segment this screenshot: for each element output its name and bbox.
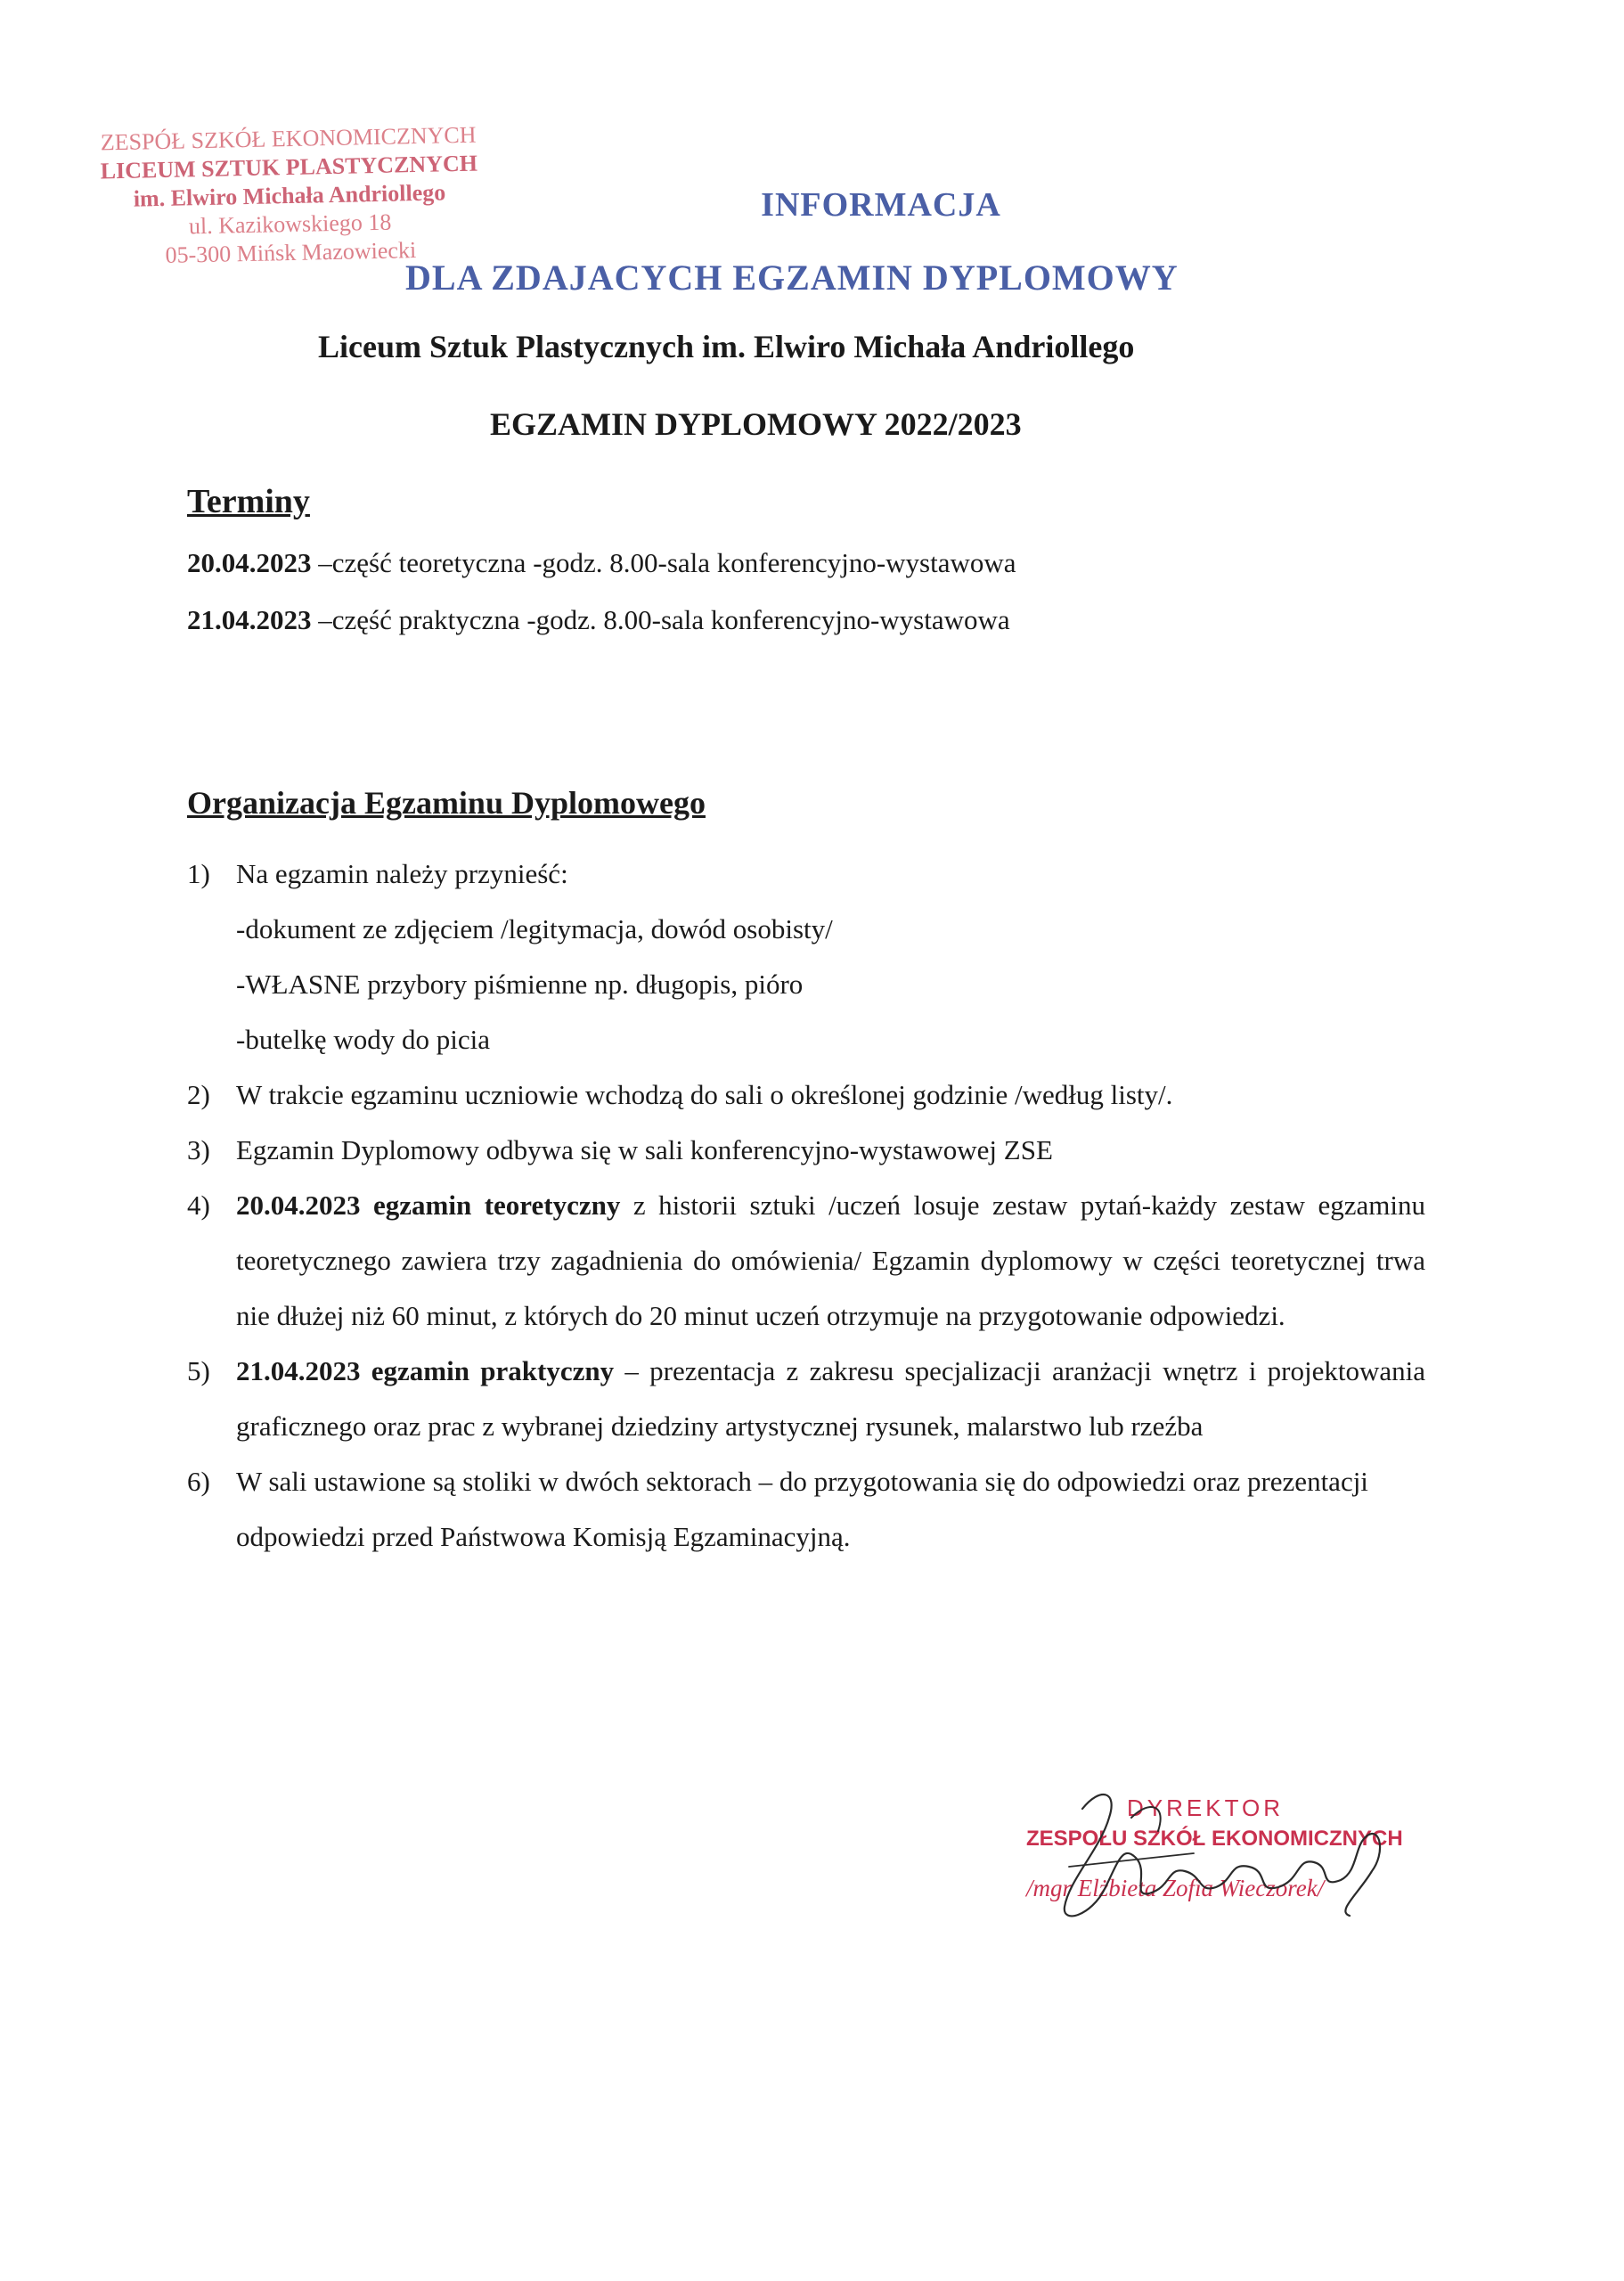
signature-school: ZESPOŁU SZKÓŁ EKONOMICZNYCH: [1026, 1827, 1403, 1851]
signature-title: DYREKTOR: [1127, 1795, 1284, 1821]
list-item-6: [187, 1454, 1425, 1565]
date-theory-text: –część teoretyczna -godz. 8.00-sala konferencyjno-wystawowa: [311, 547, 1016, 578]
stamp-line-2: LICEUM SZTUK PLASTYCZNYCH: [100, 150, 478, 184]
sub-item-water: -butelkę wody do picia: [236, 1024, 490, 1055]
item-number: 2): [187, 1079, 210, 1110]
stamp-line-5: 05-300 Mińsk Mazowiecki: [165, 237, 417, 268]
item-rest: z historii sztuki /uczeń losuje zestaw pytań-każdy zestaw egzaminu teoretycznego zawiera trzy zagadnienia do omówienia/ Egzamin dyplomowy w części teoretycznej trwa nie dłużej niż 60 minut, z których do 20 minut uczeń otrzymuje na przygotowanie odpowiedzi.: [236, 1190, 1425, 1331]
date-line-practice: [187, 604, 1010, 636]
sub-item-document: -dokument ze zdjęciem /legitymacja, dowód osobisty/: [236, 913, 833, 944]
item-rest: – prezentacja z zakresu specjalizacji aranżacji wnętrz i projektowania graficznego oraz prac z wybranej dziedziny artystycznej rysunek, malarstwo lub rzeźba: [236, 1355, 1425, 1442]
organization-heading: Organizacja Egzaminu Dyplomowego: [187, 785, 706, 821]
date-practice-text: –część praktyczna -godz. 8.00-sala konferencyjno-wystawowa: [311, 604, 1010, 635]
handwritten-signature: [1016, 1782, 1399, 1934]
signature-name: /mgr Elżbieta Zofia Wieczorek/: [1026, 1875, 1325, 1901]
organization-list: [187, 846, 1425, 1565]
stamp-line-4: ul. Kazikowskiego 18: [188, 208, 392, 240]
stamp-line-3: im. Elwiro Michała Andriollego: [133, 179, 446, 212]
item-bold-lead: 20.04.2023 egzamin teoretyczny: [236, 1190, 621, 1221]
school-name: Liceum Sztuk Plastycznych im. Elwiro Michała Andriollego: [318, 329, 1135, 364]
sub-item-pens: -WŁASNE przybory piśmienne np. długopis, pióro: [236, 969, 804, 1000]
item-text: [236, 1344, 1425, 1454]
exam-year-heading: EGZAMIN DYPLOMOWY 2022/2023: [490, 406, 1022, 442]
document-title: INFORMACJA: [761, 186, 1001, 224]
item-text: [236, 1178, 1425, 1344]
item-text: W trakcie egzaminu uczniowie wchodzą do sali o określonej godzinie /według listy/.: [236, 1079, 1173, 1110]
item-number: 6): [187, 1466, 210, 1497]
stamp-line-1: ZESPÓŁ SZKÓŁ EKONOMICZNYCH: [100, 121, 477, 156]
date-line-theory: [187, 547, 1016, 579]
item-text: W sali ustawione są stoliki w dwóch sektorach – do przygotowania się do odpowiedzi oraz prezentacji odpowiedzi przed Państwowa Komisją Egzaminacyjną.: [236, 1466, 1368, 1552]
date-practice: 21.04.2023: [187, 604, 312, 635]
list-item-2: [187, 1067, 1425, 1123]
list-item-4: [187, 1178, 1425, 1344]
item-number: 5): [187, 1355, 210, 1386]
date-theory: 20.04.2023: [187, 547, 312, 578]
list-item-3: [187, 1123, 1425, 1178]
director-signature-stamp: [1016, 1782, 1403, 1934]
terminy-heading: Terminy: [187, 483, 310, 520]
document-subtitle: DLA ZDAJACYCH EGZAMIN DYPLOMOWY: [405, 258, 1179, 298]
list-item-5: [187, 1344, 1425, 1454]
item-text: Egzamin Dyplomowy odbywa się w sali konferencyjno-wystawowej ZSE: [236, 1134, 1053, 1165]
list-item-1: [187, 846, 1425, 902]
item-number: 4): [187, 1190, 210, 1221]
item-number: 1): [187, 858, 210, 889]
item-text: Na egzamin należy przynieść:: [236, 858, 568, 889]
item-number: 3): [187, 1134, 210, 1165]
item-bold-lead: 21.04.2023 egzamin praktyczny: [236, 1355, 615, 1386]
